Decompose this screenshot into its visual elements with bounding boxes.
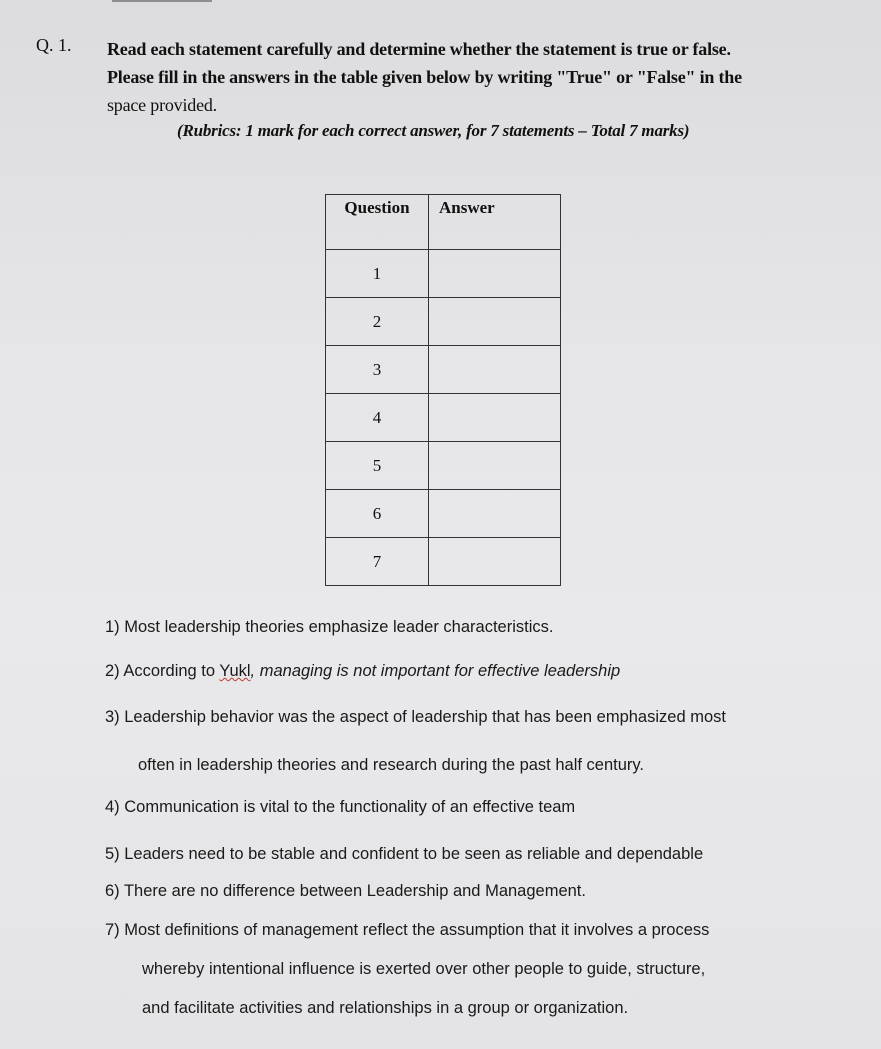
table-row [326,298,561,346]
answer-cell[interactable] [429,442,561,490]
statement-4: 4) Communication is vital to the functionality of an effective team [105,798,576,816]
table-row [326,250,561,298]
statement-3-line-1: 3) Leadership behavior was the aspect of leadership that has been emphasized most [105,708,726,726]
instructions-line-3: space provided. [107,95,217,115]
question-number-cell: 7 [326,538,429,586]
question-number: Q. 1. [36,35,72,55]
answer-cell[interactable] [429,298,561,346]
table-row [326,442,561,490]
statement-2-rest: , managing is not important for effective leadership [250,662,621,680]
statement-2-author: Yukl [219,662,251,680]
answer-cell[interactable] [429,250,561,298]
table-row [326,346,561,394]
question-number-cell: 2 [326,298,429,346]
question-number-cell: 4 [326,394,429,442]
table-header-row [326,195,561,250]
table-row [326,490,561,538]
statement-3-line-2: often in leadership theories and research during the past half century. [138,756,645,774]
statement-7-line-2: whereby intentional influence is exerted over other people to guide, structure, [142,960,706,978]
table-row [326,538,561,586]
question-number-cell: 1 [326,250,429,298]
instructions-line-2: Please fill in the answers in the table given below by writing "True" or "False" in the [107,67,742,87]
header-answer: Answer [429,195,561,250]
table-row [326,394,561,442]
statement-7-line-1: 7) Most definitions of management reflect the assumption that it involves a process [105,921,710,939]
question-number-cell: 5 [326,442,429,490]
answer-cell[interactable] [429,538,561,586]
statement-6: 6) There are no difference between Leadership and Management. [105,882,586,900]
question-number-cell: 3 [326,346,429,394]
question-instructions [107,35,847,119]
statement-1: 1) Most leadership theories emphasize leader characteristics. [105,618,554,636]
answer-table [325,194,561,586]
answer-cell[interactable] [429,394,561,442]
instructions-line-1: Read each statement carefully and determine whether the statement is true or false. [107,39,731,59]
statement-7-line-3: and facilitate activities and relationships in a group or organization. [142,999,629,1017]
statement-5: 5) Leaders need to be stable and confident to be seen as reliable and dependable [105,845,704,863]
header-question: Question [326,195,429,250]
statement-2-prefix: 2) According to [105,662,220,680]
answer-cell[interactable] [429,346,561,394]
answer-cell[interactable] [429,490,561,538]
question-number-cell: 6 [326,490,429,538]
rubrics-note: (Rubrics: 1 mark for each correct answer, for 7 statements – Total 7 marks) [177,121,690,140]
top-rule [112,0,212,2]
statement-2 [105,662,620,681]
